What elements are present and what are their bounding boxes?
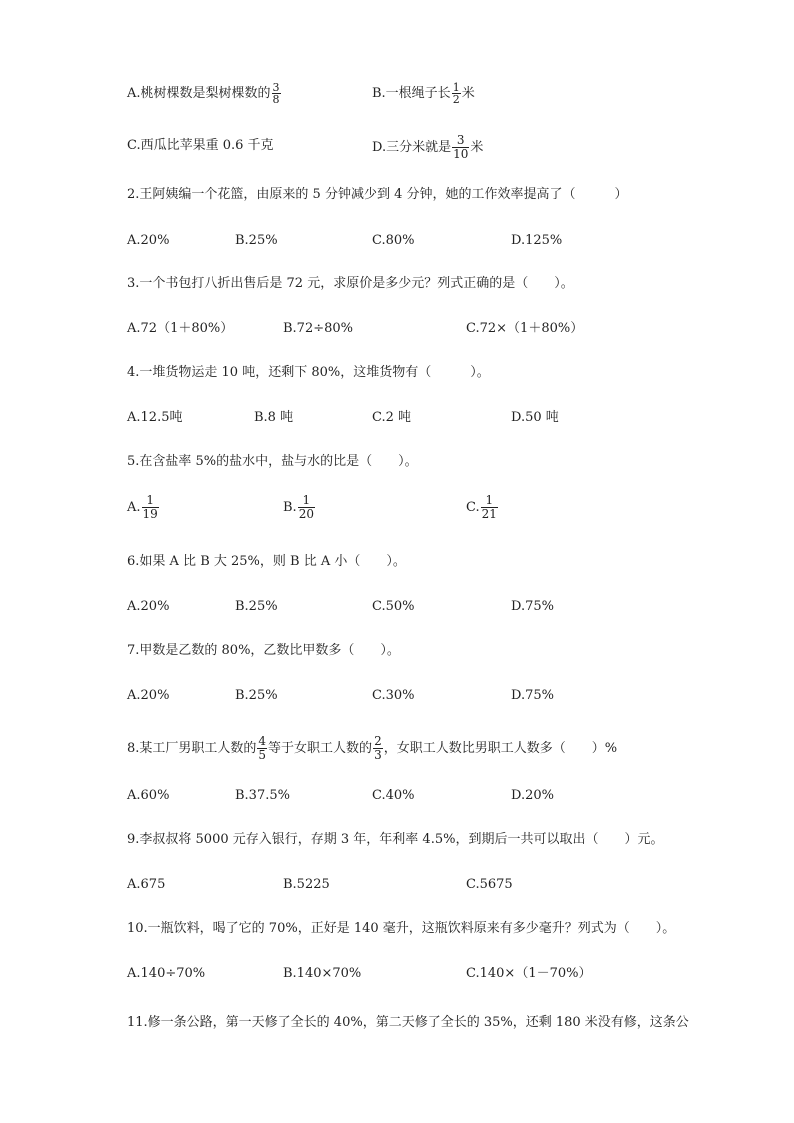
option-c: C.5675: [466, 877, 513, 892]
question-stem: 2.王阿姨编一个花篮，由原来的 5 分钟减少到 4 分钟，她的工作效率提高了（ ）: [127, 187, 628, 202]
question-stem: 5.在含盐率 5%的盐水中，盐与水的比是（ ）。: [127, 454, 418, 469]
q1-option-a: [127, 82, 282, 105]
fraction: $\frac{4}{5}$: [258, 734, 267, 762]
option-a: A.60%: [127, 788, 170, 803]
fraction: $\frac{1}{20}$: [298, 493, 314, 521]
question-stem: 11.修一条公路，第一天修了全长的 40%，第二天修了全长的 35%，还剩 180 米没有修，这条公: [127, 1015, 689, 1030]
option-b: B.25%: [235, 599, 278, 614]
q1-option-b-text: B.一根绳子长: [372, 86, 451, 101]
question-stem: 7.甲数是乙数的 80%，乙数比甲数多（ ）。: [127, 643, 400, 658]
option-c: C.140×（1－70%）: [466, 966, 592, 981]
option-c: C.80%: [372, 233, 415, 248]
option-a: A.20%: [127, 688, 170, 703]
question-stem: 9.李叔叔将 5000 元存入银行，存期 3 年，年利率 4.5%，到期后一共可以取出（ ）元。: [127, 832, 664, 847]
fraction: $\frac{3}{8}$: [272, 81, 280, 106]
option-c: C.40%: [372, 788, 415, 803]
q1-option-c: C.西瓜比苹果重 0.6 千克: [127, 138, 274, 153]
q1-option-b: B.一根绳子长 $\frac{1}{2}$ 米: [372, 81, 475, 106]
option-d: D.75%: [511, 688, 554, 703]
question-stem: 6.如果 A 比 B 大 25%，则 B 比 A 小（ ）。: [127, 554, 406, 569]
option-a: A.140÷70%: [127, 966, 206, 981]
option-b: B.72÷80%: [283, 321, 354, 336]
option-b: B.37.5%: [235, 788, 290, 803]
option-a: A.72（1＋80%）: [127, 321, 234, 336]
fraction: $\frac{3}{10}$: [453, 133, 469, 161]
q1-option-d-text: D.三分米就是: [372, 140, 452, 155]
option-d: D.20%: [511, 788, 554, 803]
question-stem: 4.一堆货物运走 10 吨，还剩下 80%，这堆货物有（ ）。: [127, 365, 490, 380]
option-d: D.50 吨: [511, 410, 559, 425]
fraction: $\frac{2}{3}$: [374, 734, 382, 762]
option-b: B.140×70%: [283, 966, 362, 981]
option-c: C.2 吨: [372, 410, 412, 425]
option-d: D.75%: [511, 599, 554, 614]
option-c: C.50%: [372, 599, 415, 614]
option-c: C. $\frac{1}{21}$: [466, 493, 497, 521]
option-c: C.30%: [372, 688, 415, 703]
question-stem: 3.一个书包打八折出售后是 72 元，求原价是多少元？列式正确的是（ ）。: [127, 276, 574, 291]
q1-option-a-text: A.桃树棵数是梨树棵数的: [127, 86, 271, 101]
q1-option-d: D.三分米就是 $\frac{3}{10}$ 米: [372, 133, 484, 161]
option-b: B.25%: [235, 233, 278, 248]
option-b: B. $\frac{1}{20}$: [283, 493, 314, 521]
question-stem: 8.某工厂男职工人数的 $\frac{4}{5}$ 等于女职工人数的 $\frac{2}{3}$ ，女职工人数比男职工人数多（ ）%: [127, 734, 618, 762]
option-b: B.8 吨: [254, 410, 294, 425]
option-c: C.72×（1＋80%）: [466, 321, 584, 336]
fraction: $\frac{1}{2}$: [452, 81, 460, 106]
option-b: B.25%: [235, 688, 278, 703]
option-b: B.5225: [283, 877, 330, 892]
option-a: A.20%: [127, 599, 170, 614]
fraction: $\frac{1}{19}$: [142, 493, 158, 521]
option-a: A.675: [127, 877, 166, 892]
option-a: A.20%: [127, 233, 170, 248]
option-a: A. $\frac{1}{19}$: [127, 493, 158, 521]
option-d: D.125%: [511, 233, 563, 248]
option-a: A.12.5吨: [127, 410, 183, 425]
fraction: $\frac{1}{21}$: [481, 493, 497, 521]
question-stem: 10.一瓶饮料，喝了它的 70%，正好是 140 毫升，这瓶饮料原来有多少毫升？列式为（ ）。: [127, 921, 676, 936]
